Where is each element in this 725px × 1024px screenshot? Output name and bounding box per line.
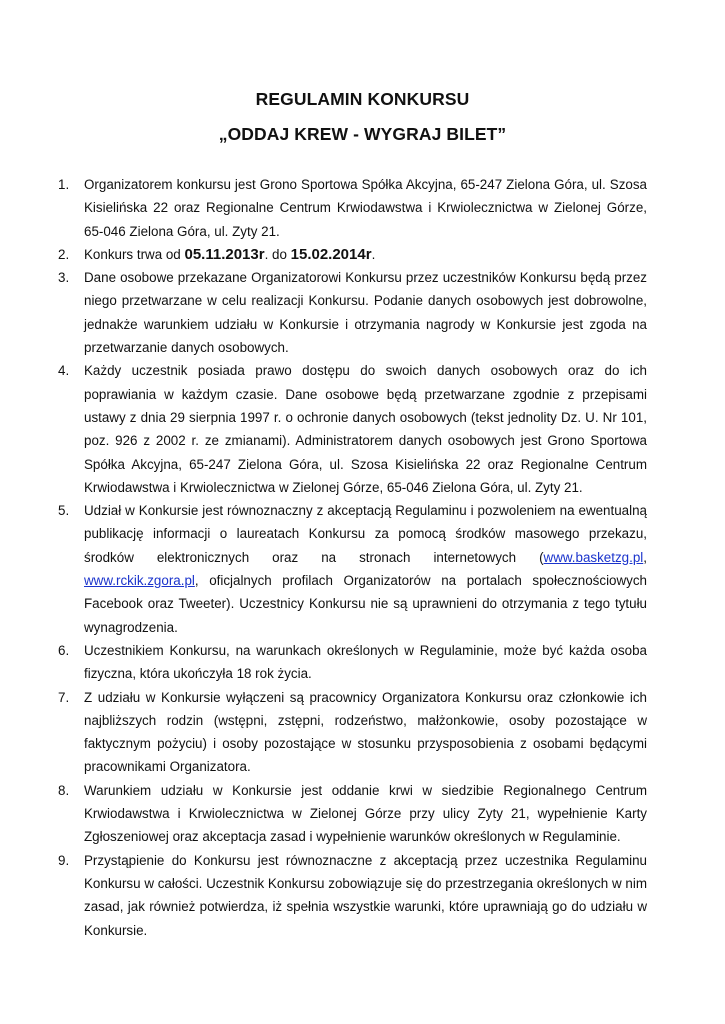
document-title: REGULAMIN KONKURSU bbox=[255, 89, 470, 109]
rule-text: Uczestnikiem Konkursu, na warunkach określonych w Regulaminie, może być każda osoba fizyczna, która ukończyła 18 rok życia. bbox=[84, 642, 647, 682]
rule-text bbox=[84, 499, 647, 639]
rule-text: Organizatorem konkursu jest Grono Sportowa Spółka Akcyjna, 65-247 Zielona Góra, ul. Szosa Kisielińska 22 oraz Regionalne Centrum Krwiodawstwa i Krwiolecznictwa w Zielonej Górze, 65-046 Zielona Góra, ul. Zyty 21. bbox=[84, 177, 647, 239]
rule-item-2 bbox=[0, 243, 647, 266]
rule-text-mid: , bbox=[643, 549, 647, 565]
rule-text-mid: . do bbox=[264, 246, 291, 262]
rule-item-3 bbox=[0, 266, 647, 359]
rule-item-8 bbox=[0, 779, 647, 849]
rule-text: Dane osobowe przekazane Organizatorowi Konkursu przez uczestników Konkursu będą przez niego przetwarzane w celu realizacji Konkursu. Podanie danych osobowych jest dobrowolne, jednakże warunkiem udziału w Konkursie i otrzymania nagrody w Konkursie jest zgoda na przetwarzanie danych osobowych. bbox=[84, 270, 647, 356]
rule-number: 2. bbox=[58, 246, 70, 262]
rule-text-before: Konkurs trwa od bbox=[84, 246, 185, 262]
rule-item-7 bbox=[0, 686, 647, 779]
rule-text: Z udziału w Konkursie wyłączeni są pracownicy Organizatora Konkursu oraz członkowie ich najbliższych rodzin (wstępni, zstępni, rodzeństwo, małżonkowie, osoby pozostające w faktycznym pożyciu) i osoby pozostające w stosunku przysposobienia z osobami będącymi pracownikami Organizatora. bbox=[84, 689, 647, 775]
rule-item-6 bbox=[0, 639, 647, 686]
date-to: 15.02.2014r bbox=[290, 245, 372, 263]
rule-text-after: , oficjalnych profilach Organizatorów na portalach społecznościowych Facebook oraz Tweeter). Uczestnicy Konkursu nie są uprawnieni do otrzymania z tego tytułu wynagrodzenia. bbox=[84, 573, 647, 635]
rule-number: 9. bbox=[58, 852, 70, 868]
rule-number: 1. bbox=[58, 177, 70, 192]
rules-list bbox=[0, 173, 725, 942]
rule-text-before: Udział w Konkursie jest równoznaczny z akceptacją Regulaminu i pozwoleniem na ewentualną publikację informacji o laureatach Konkursu za pomocą środków masowego przekazu, środków elektronicznych oraz na stronach internetowych ( bbox=[84, 503, 647, 565]
rule-number: 7. bbox=[58, 689, 70, 705]
rule-item-1 bbox=[0, 173, 647, 243]
rule-number: 4. bbox=[58, 363, 70, 379]
rule-number: 6. bbox=[58, 642, 70, 658]
rule-text: Każdy uczestnik posiada prawo dostępu do swoich danych osobowych oraz do ich poprawiania w każdym czasie. Dane osobowe będą przetwarzane zgodnie z przepisami ustawy z dnia 29 sierpnia 1997 r. o ochronie danych osobowych (tekst jednolity Dz. U. Nr 101, poz. 926 z 2002 r. ze zmianami). Administratorem danych osobowych jest Grono Sportowa Spółka Akcyjna, 65-247 Zielona Góra, ul. Szosa Kisielińska 22 oraz Regionalne Centrum Krwiodawstwa i Krwiolecznictwa w Zielonej Górze, 65-046 Zielona Góra, ul. Zyty 21. bbox=[84, 363, 647, 495]
rule-number: 5. bbox=[58, 503, 70, 519]
rule-text: Przystąpienie do Konkursu jest równoznaczne z akceptacją przez uczestnika Regulaminu Konkursu w całości. Uczestnik Konkursu zobowiązuje się do przestrzegania określonych w nim zasad, jak również potwierdza, iż spełnia wszystkie warunki, które uprawniają go do udziału w Konkursie. bbox=[84, 852, 647, 938]
date-from: 05.11.2013r bbox=[184, 245, 265, 263]
rule-text: Warunkiem udziału w Konkursie jest oddanie krwi w siedzibie Regionalnego Centrum Krwiodawstwa i Krwiolecznictwa w Zielonej Górze przy ulicy Zyty 21, wypełnienie Karty Zgłoszeniowej oraz akceptacja zasad i wypełnienie warunków określonych w Regulaminie. bbox=[84, 782, 647, 845]
rckik-link[interactable]: www.rckik.zgora.pl bbox=[84, 573, 195, 589]
rule-item-9 bbox=[0, 849, 647, 942]
rule-item-5 bbox=[0, 499, 647, 639]
basketzg-link[interactable]: www.basketzg.pl bbox=[543, 549, 644, 565]
document-subtitle: „ODDAJ KREW - WYGRAJ BILET” bbox=[218, 124, 507, 144]
rule-text-after: . bbox=[371, 246, 376, 262]
rule-text bbox=[84, 243, 647, 266]
rule-number: 3. bbox=[58, 270, 70, 286]
rule-number: 8. bbox=[58, 782, 70, 798]
rule-item-4 bbox=[0, 359, 647, 499]
